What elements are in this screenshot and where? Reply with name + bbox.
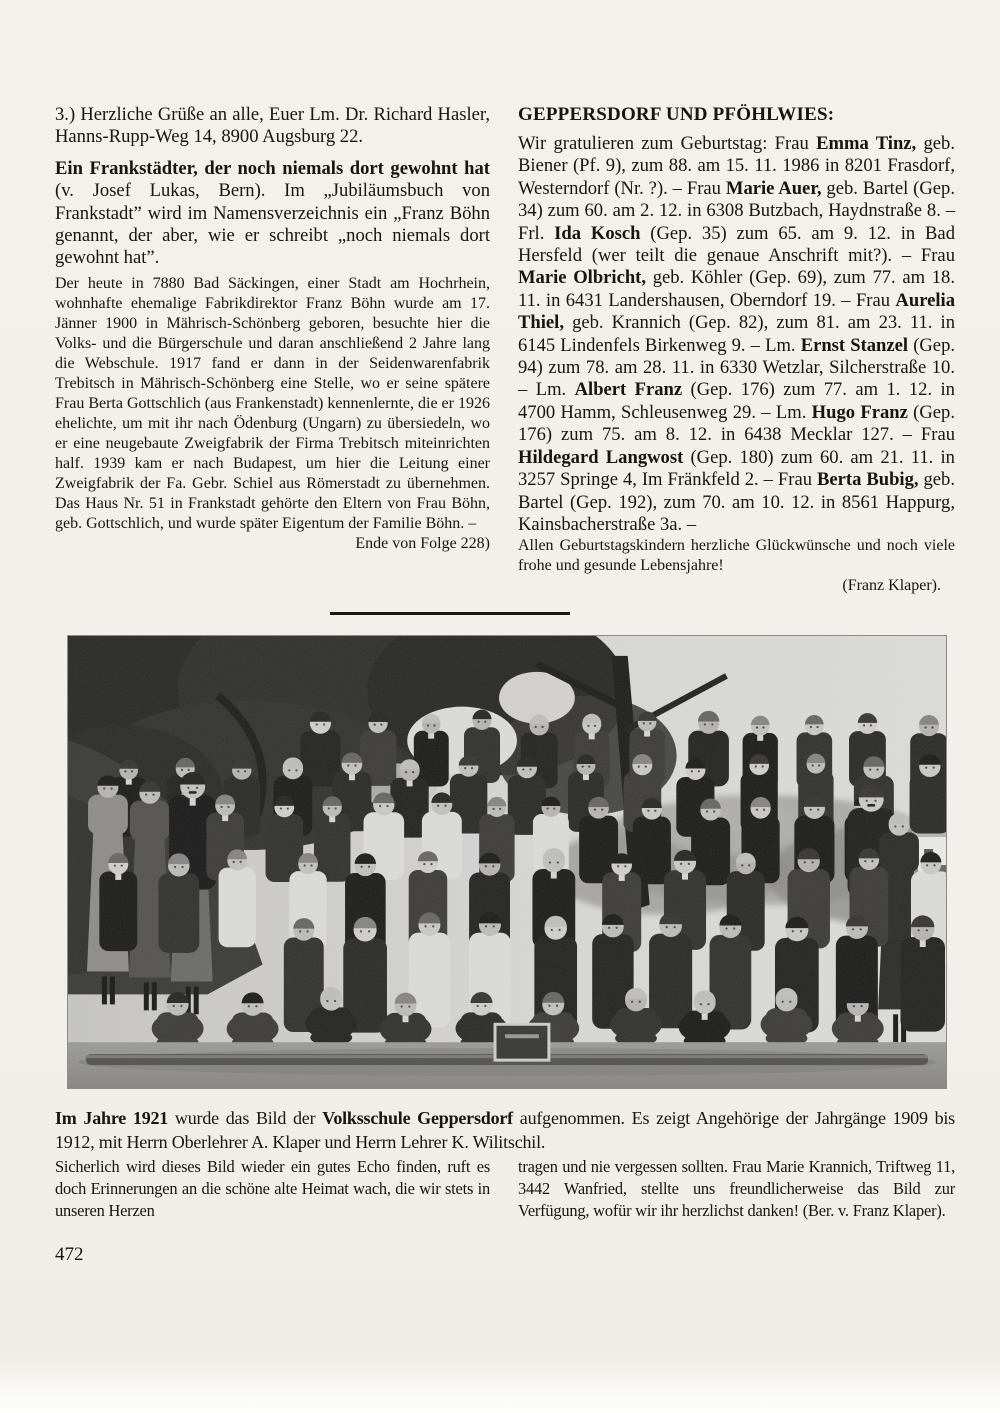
photo-grain xyxy=(68,636,946,1088)
text-columns xyxy=(55,104,955,596)
column-right xyxy=(518,104,955,596)
section-heading: GEPPERSDORF UND PFÖHLWIES: xyxy=(518,104,835,125)
author-signature: (Franz Klaper). xyxy=(842,577,941,595)
birthday-closing: Allen Geburtstagskindern herzliche Glückwünsche und noch viele frohe und gesunde Lebensjahre! xyxy=(518,537,955,575)
column-left xyxy=(55,104,490,596)
page-number: 472 xyxy=(55,1243,84,1265)
biography-paragraph: Der heute in 7880 Bad Säckingen, einer Stadt am Hochrhein, wohnhafte ehemalige Fabrikdirektor Franz Böhn wurde am 17. Jänner 1900 in Mährisch-Schönberg geboren, besuchte hier die Volks- und die Bürgerschule und daran anschließend 2 Jahre lang die Webschule. 1917 fand er dann in der Seidenwarenfabrik Trebitsch in Mährisch-Schönberg eine Stelle, wo er seine spätere Frau Berta Gottschlich (aus Frankenstadt) kennenlernte, die er 1926 ehelichte, um mit ihr nach Ödenburg (Ungarn) zu übersiedeln, wo er eine neugebaute Zweigfabrik der Firma Trebitsch miteinrichten half. 1939 kam er nach Budapest, um hier die Leitung einer Zweigfabrik der Fa. Gebr. Schiel aus Römerstadt zu übernehmen. Das Haus Nr. 51 in Frankstadt gehörte den Eltern von Frau Böhn, geb. Gottschlich, und wurde später Eigentum der Familie Böhn. – xyxy=(55,274,490,532)
series-end-note: Ende von Folge 228) xyxy=(355,534,490,552)
section-divider xyxy=(330,612,570,615)
caption-column-left: Sicherlich wird dieses Bild wieder ein gutes Echo finden, ruft es doch Erinnerungen an die schöne alte Heimat wach, die wir stets in unseren Herzen xyxy=(55,1157,490,1220)
caption-column-right: tragen und nie vergessen sollten. Frau Marie Krannich, Triftweg 11, 3442 Wanfried, stellte uns freundlicherweise das Bild zur Verfügung, wofür wir ihr herzlichst danken! (Ber. v. Franz Klaper). xyxy=(518,1157,955,1220)
class-photo xyxy=(67,635,947,1089)
class-photo-illustration xyxy=(68,636,946,1088)
birthday-paragraph: Wir gratulieren zum Geburtstag: Frau Emma Tinz, geb. Biener (Pf. 9), zum 88. am 15. 11. 1986 in 8201 Frasdorf, Westerndorf (Nr. ?). – Frau Marie Auer, geb. Bartel (Gep. 34) zum 60. am 2. 12. in 6308 Butzbach, Haydnstraße 8. – Frl. Ida Kosch (Gep. 35) zum 65. am 9. 12. in Bad Hersfeld (wer teilt die genaue Anschrift mit?). – Frau Marie Olbricht, geb. Köhler (Gep. 69), zum 77. am 18. 11. in 6431 Landershausen, Oberndorf 19. – Frau Aurelia Thiel, geb. Krannich (Gep. 82), zum 81. am 23. 11. in 6145 Lindenfels Birkenweg 9. – Lm. Ernst Stanzel (Gep. 94) zum 78. am 28. 11. in 6330 Wetzlar, Silcherstraße 10. – Lm. Albert Franz (Gep. 176) zum 77. am 1. 12. in 4700 Hamm, Schleusenweg 29. – Lm. Hugo Franz (Gep. 176) zum 75. am 8. 12. in 6438 Mecklar 127. – Frau Hildegard Langwost (Gep. 180) zum 60. am 21. 11. in 3257 Springe 4, Im Fränkfeld 2. – Frau Berta Bubig, geb. Bartel (Gep. 192), zum 70. am 10. 12. in 8561 Happurg, Kainsbacherstraße 3a. – xyxy=(518,133,956,535)
greeting-paragraph: 3.) Herzliche Grüße an alle, Euer Lm. Dr. Richard Hasler, Hanns-Rupp-Weg 14, 8900 Augsburg 22. xyxy=(55,104,490,148)
photo-caption: Im Jahre 1921 wurde das Bild der Volksschule Geppersdorf aufgenommen. Es zeigt Angehörige der Jahrgänge 1909 bis 1912, mit Herrn Oberlehrer A. Klaper und Herrn Lehrer K. Wilitschil. xyxy=(55,1108,955,1153)
caption-columns xyxy=(55,1156,955,1221)
frankstaedter-paragraph: Ein Frankstädter, der noch niemals dort gewohnt hat (v. Josef Lukas, Bern). Im „Jubiläumsbuch von Frankstadt” wird im Namensverzeichnis ein „Franz Böhn genannt, der aber, wie er schreibt „noch niemals dort gewohnt hat”. xyxy=(55,157,490,269)
